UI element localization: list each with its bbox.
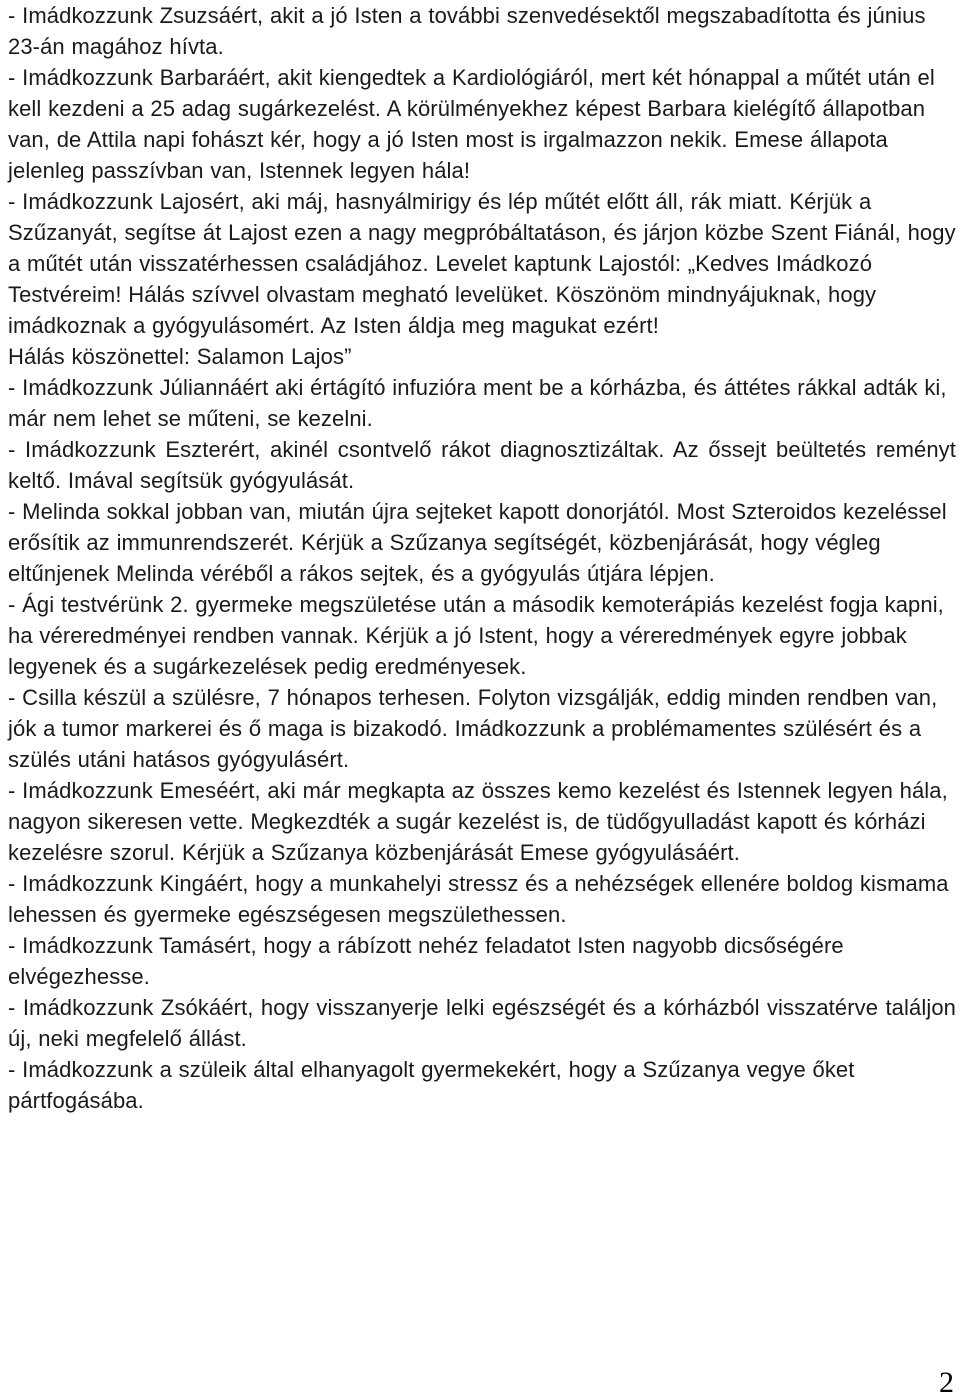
prayer-intention-tamas: - Imádkozzunk Tamásért, hogy a rábízott nehéz feladatot Isten nagyobb dicsőségére elvégezhesse.: [8, 933, 844, 989]
prayer-intention-kinga: - Imádkozzunk Kingáért, hogy a munkahelyi stressz és a nehézségek ellenére boldog kismama lehessen és gyermeke egészségesen megszülethessen.: [8, 871, 949, 927]
prayer-intention-melinda: - Melinda sokkal jobban van, miután újra sejteket kapott donorjától. Most Szteroidos kezeléssel erősítik az immunrendszerét. Kérjük a Szűzanya segítségét, közbenjárását, hogy végleg eltűnjenek Melinda véréből a rákos sejtek, és a gyógyulás útjára lépjen.: [8, 499, 947, 586]
letter-signature: Hálás köszönettel: Salamon Lajos”: [8, 344, 352, 369]
prayer-intention-agi: - Ági testvérünk 2. gyermeke megszületése után a második kemoterápiás kezelést fogja kapni, ha véreredményei rendben vannak. Kérjük a jó Istent, hogy a véreredmények egyre jobbak legyenek és a sugárkezelések pedig eredményesek.: [8, 592, 944, 679]
page-number: 2: [939, 1366, 954, 1399]
prayer-intention-eszter: - Imádkozzunk Eszterért, akinél csontvelő rákot diagnosztizáltak. Az őssejt beültetés reményt keltő. Imával segítsük gyógyulását.: [8, 437, 956, 493]
document-page: [8, 0, 956, 1116]
prayer-intention-julianna: - Imádkozzunk Júliannáért aki értágító infuzióra ment be a kórházba, és áttétes rákkal adták ki, már nem lehet se műteni, se kezelni.: [8, 375, 947, 431]
prayer-intention-lajos: - Imádkozzunk Lajosért, aki máj, hasnyálmirigy és lép műtét előtt áll, rák miatt. Kérjük a Szűzanyát, segítse át Lajost ezen a nagy megpróbáltatáson, és járjon közbe Szent Fiánál, hogy a műtét után visszatérhessen családjához. Levelet kaptunk Lajostól: „Kedves Imádkozó Testvéreim! Hálás szívvel olvastam megható levelüket. Köszönöm mindnyájuknak, hogy imádkoznak a gyógyulásomért. Az Isten áldja meg magukat ezért!: [8, 189, 956, 338]
prayer-intention-barbara: - Imádkozzunk Barbaráért, akit kiengedtek a Kardiológiáról, mert két hónappal a műtét után el kell kezdeni a 25 adag sugárkezelést. A körülményekhez képest Barbara kielégítő állapotban van, de Attila napi fohászt kér, hogy a jó Isten most is irgalmazzon nekik. Emese állapota jelenleg passzívban van, Istennek legyen hála!: [8, 65, 935, 183]
prayer-intention-emese: - Imádkozzunk Emeséért, aki már megkapta az összes kemo kezelést és Istennek legyen hála, nagyon sikeresen vette. Megkezdték a sugár kezelést is, de tüdőgyulladást kapott és kórházi kezelésre szorul. Kérjük a Szűzanya közbenjárását Emese gyógyulásáért.: [8, 778, 948, 865]
prayer-intention-zsoka: - Imádkozzunk Zsókáért, hogy visszanyerje lelki egészségét és a kórházból visszatérve találjon új, neki megfelelő állást.: [8, 995, 956, 1051]
prayer-intention-csilla: - Csilla készül a szülésre, 7 hónapos terhesen. Folyton vizsgálják, eddig minden rendben van, jók a tumor markerei és ő maga is bizakodó. Imádkozzunk a problémamentes szülésért és a szülés utáni hatásos gyógyulásért.: [8, 685, 938, 772]
prayer-intention-children: - Imádkozzunk a szüleik által elhanyagolt gyermekekért, hogy a Szűzanya vegye őket pártfogásába.: [8, 1057, 855, 1113]
prayer-intention-zsuzsa: - Imádkozzunk Zsuzsáért, akit a jó Isten a további szenvedésektől megszabadította és június 23-án magához hívta.: [8, 3, 926, 59]
